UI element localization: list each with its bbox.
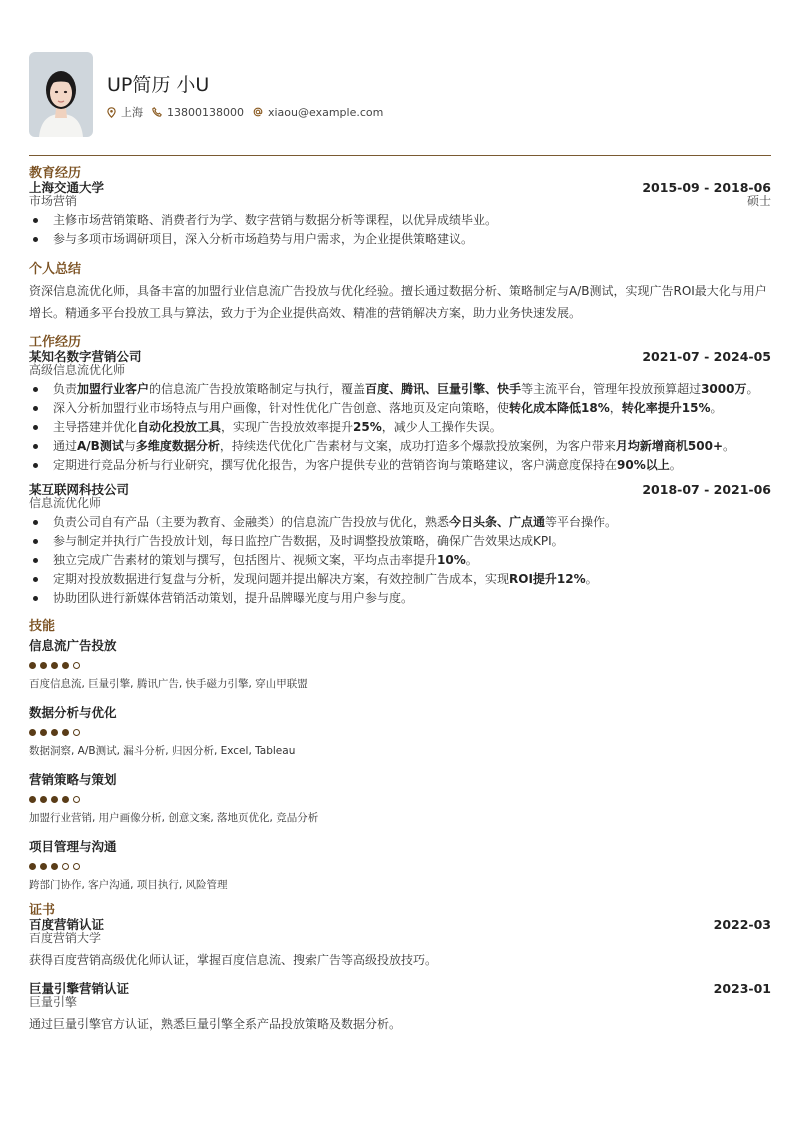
empty-dot-icon	[73, 729, 80, 736]
skill-name: 信息流广告投放	[29, 638, 117, 653]
filled-dot-icon	[51, 796, 58, 803]
location-pin-icon	[107, 107, 116, 118]
list-item	[53, 551, 771, 570]
empty-dot-icon	[62, 863, 69, 870]
education-dates: 2015-09 - 2018-06	[642, 180, 771, 195]
bullet-text: 负责公司自有产品（主要为教育、金融类）的信息流广告投放与优化，熟悉	[53, 515, 450, 529]
cert-issuer: 百度营销大学	[29, 931, 102, 945]
contact-row	[107, 104, 392, 120]
bullet-text: ，持续迭代优化广告素材与文案，成功打造多个爆款投放案例，为客户带来	[219, 439, 616, 453]
skill-item	[29, 705, 771, 758]
bullet-highlight: 转化成本降低18%	[509, 401, 610, 415]
bullet-highlight: 转化率提升15%	[621, 401, 711, 415]
bullet-highlight: 90%以上	[617, 458, 670, 472]
work-section	[29, 336, 771, 608]
bullet-highlight: ROI提升12%	[509, 572, 586, 586]
list-item	[53, 380, 771, 399]
filled-dot-icon	[62, 662, 69, 669]
contact-email	[253, 106, 383, 119]
bullet-highlight: 25%	[353, 420, 382, 434]
education-bullets	[29, 211, 771, 249]
education-subrow	[29, 195, 771, 208]
cert-name: 百度营销认证	[29, 917, 105, 932]
list-item	[53, 589, 771, 608]
job-row	[29, 350, 771, 364]
list-item	[53, 418, 771, 437]
email-text: xiaou@example.com	[267, 105, 384, 119]
skill-level-rating	[29, 859, 771, 873]
list-item	[53, 230, 771, 249]
job-bullets	[29, 513, 771, 608]
filled-dot-icon	[40, 863, 47, 870]
job-role: 高级信息流优化师	[29, 363, 126, 377]
filled-dot-icon	[40, 729, 47, 736]
section-title: 个人总结	[29, 262, 82, 277]
bullet-text: ，	[609, 401, 622, 415]
job-bullets	[29, 380, 771, 475]
job-dates: 2021-07 - 2024-05	[642, 349, 771, 364]
school-name: 上海交通大学	[29, 180, 105, 195]
cert-block	[29, 918, 771, 968]
empty-dot-icon	[73, 662, 80, 669]
bullet-highlight: 3000万	[701, 382, 747, 396]
cert-description: 获得百度营销高级优化师认证，掌握百度信息流、搜索广告等高级投放技巧。	[29, 953, 438, 967]
filled-dot-icon	[62, 796, 69, 803]
company-name: 某互联网科技公司	[29, 482, 130, 497]
filled-dot-icon	[29, 729, 36, 736]
bullet-text: 。	[746, 382, 759, 396]
cert-date: 2022-03	[713, 917, 771, 932]
bullet-text: 的信息流广告投放策略制定与执行，覆盖	[149, 382, 366, 396]
job-role: 信息流优化师	[29, 496, 102, 510]
bullet-highlight: 10%	[437, 553, 466, 567]
bullet-text: 定期进行竞品分析与行业研究，撰写优化报告，为客户提供专业的营销咨询与策略建议，客户满意度保持在	[53, 458, 618, 472]
cert-row	[29, 918, 771, 932]
skill-level-rating	[29, 658, 771, 672]
phone-text: 13800138000	[167, 105, 244, 119]
skill-name: 项目管理与沟通	[29, 839, 117, 854]
avatar	[29, 52, 93, 137]
education-row	[29, 181, 771, 195]
bullet-text: ，实现广告投放效率提升	[221, 420, 354, 434]
bullet-text: 定期对投放数据进行复盘与分析，发现问题并提出解决方案，有效控制广告成本，实现	[53, 572, 510, 586]
certificates-section	[29, 904, 771, 1032]
bullet-text: 等主流平台，管理年投放预算超过	[521, 382, 702, 396]
bullet-highlight: 月均新增商机500+	[615, 439, 723, 453]
bullet-text: 参与制定并执行广告投放计划，每日监控广告数据，及时调整投放策略，确保广告效果达成KPI。	[53, 534, 564, 548]
filled-dot-icon	[40, 662, 47, 669]
skill-tags: 跨部门协作, 客户沟通, 项目执行, 风险管理	[29, 879, 228, 891]
location-text: 上海	[121, 106, 143, 119]
degree: 硕士	[746, 194, 771, 208]
filled-dot-icon	[40, 796, 47, 803]
section-title: 教育经历	[29, 166, 82, 181]
list-item	[53, 437, 771, 456]
section-title: 工作经历	[29, 335, 82, 350]
bullet-highlight: 自动化投放工具	[137, 420, 222, 434]
bullet-text: 通过	[53, 439, 78, 453]
skill-tags: 数据洞察, A/B测试, 漏斗分析, 归因分析, Excel, Tableau	[29, 745, 296, 757]
filled-dot-icon	[51, 662, 58, 669]
cert-date: 2023-01	[713, 981, 771, 996]
list-item	[53, 456, 771, 475]
filled-dot-icon	[62, 729, 69, 736]
bullet-text: 。	[723, 439, 736, 453]
bullet-highlight: A/B测试	[77, 439, 124, 453]
header-divider	[29, 155, 771, 156]
bullet-text: 协助团队进行新媒体营销活动策划，提升品牌曝光度与用户参与度。	[53, 591, 414, 605]
skill-item	[29, 638, 771, 691]
list-item	[53, 513, 771, 532]
contact-location	[107, 104, 143, 120]
skill-level-rating	[29, 792, 771, 806]
skills-section	[29, 620, 771, 892]
filled-dot-icon	[29, 796, 36, 803]
list-item	[53, 211, 771, 230]
candidate-name: UP简历 小U	[107, 74, 210, 96]
major: 市场营销	[29, 194, 78, 208]
bullet-text: 参与多项市场调研项目，深入分析市场趋势与用户需求，为企业提供策略建议。	[53, 232, 474, 246]
bullet-text: 负责	[53, 382, 78, 396]
skills-list	[29, 638, 771, 892]
list-item	[53, 399, 771, 418]
bullet-text: 。	[585, 572, 598, 586]
bullet-highlight: 多维度数据分析	[135, 439, 220, 453]
skill-tags: 加盟行业营销, 用户画像分析, 创意文案, 落地页优化, 竞品分析	[29, 812, 319, 824]
job-block	[29, 350, 771, 475]
bullet-text: 。	[710, 401, 723, 415]
skill-tags: 百度信息流, 巨量引擎, 腾讯广告, 快手磁力引擎, 穿山甲联盟	[29, 678, 308, 690]
bullet-text: 深入分析加盟行业市场特点与用户画像，针对性优化广告创意、落地页及定向策略，使	[53, 401, 510, 415]
skill-level-rating	[29, 725, 771, 739]
cert-name: 巨量引擎营销认证	[29, 981, 130, 996]
filled-dot-icon	[29, 863, 36, 870]
section-title: 证书	[29, 903, 56, 918]
job-block	[29, 483, 771, 608]
bullet-text: 独立完成广告素材的策划与撰写，包括图片、视频文案，平均点击率提升	[53, 553, 438, 567]
cert-block	[29, 982, 771, 1032]
list-item	[53, 532, 771, 551]
skill-name: 营销策略与策划	[29, 772, 117, 787]
summary-text: 资深信息流优化师，具备丰富的加盟行业信息流广告投放与优化经验。擅长通过数据分析、策略制定与A/B测试，实现广告ROI最大化与用户增长。精通多平台投放工具与算法，致力于为企业提供高效、精准的营销解决方案，助力业务快速发展。	[29, 284, 767, 320]
filled-dot-icon	[51, 863, 58, 870]
empty-dot-icon	[73, 796, 80, 803]
cert-description: 通过巨量引擎官方认证，熟悉巨量引擎全系产品投放策略及数据分析。	[29, 1017, 402, 1031]
section-title: 技能	[29, 619, 56, 634]
bullet-text: 。	[669, 458, 682, 472]
skill-name: 数据分析与优化	[29, 705, 117, 720]
bullet-text: 。	[465, 553, 478, 567]
summary-section	[29, 263, 771, 324]
cert-issuer: 巨量引擎	[29, 995, 78, 1009]
header-info	[107, 52, 392, 120]
bullet-text: 主导搭建并优化	[53, 420, 138, 434]
list-item	[53, 570, 771, 589]
bullet-highlight: 百度、腾讯、巨量引擎、快手	[365, 382, 522, 396]
filled-dot-icon	[29, 662, 36, 669]
at-sign-icon	[253, 107, 263, 117]
resume-header	[29, 52, 771, 142]
cert-row	[29, 982, 771, 996]
company-name: 某知名数字营销公司	[29, 349, 142, 364]
empty-dot-icon	[73, 863, 80, 870]
bullet-text: 与	[123, 439, 136, 453]
bullet-text: 主修市场营销策略、消费者行为学、数字营销与数据分析等课程，以优异成绩毕业。	[53, 213, 498, 227]
skill-item	[29, 772, 771, 825]
job-row	[29, 483, 771, 497]
bullet-text: ，减少人工操作失误。	[381, 420, 502, 434]
filled-dot-icon	[51, 729, 58, 736]
skill-item	[29, 839, 771, 892]
bullet-text: 等平台操作。	[545, 515, 618, 529]
phone-icon	[152, 107, 162, 117]
job-dates: 2018-07 - 2021-06	[642, 482, 771, 497]
bullet-highlight: 今日头条、广点通	[449, 515, 546, 529]
bullet-highlight: 加盟行业客户	[77, 382, 150, 396]
education-section	[29, 167, 771, 249]
contact-phone	[152, 106, 244, 119]
